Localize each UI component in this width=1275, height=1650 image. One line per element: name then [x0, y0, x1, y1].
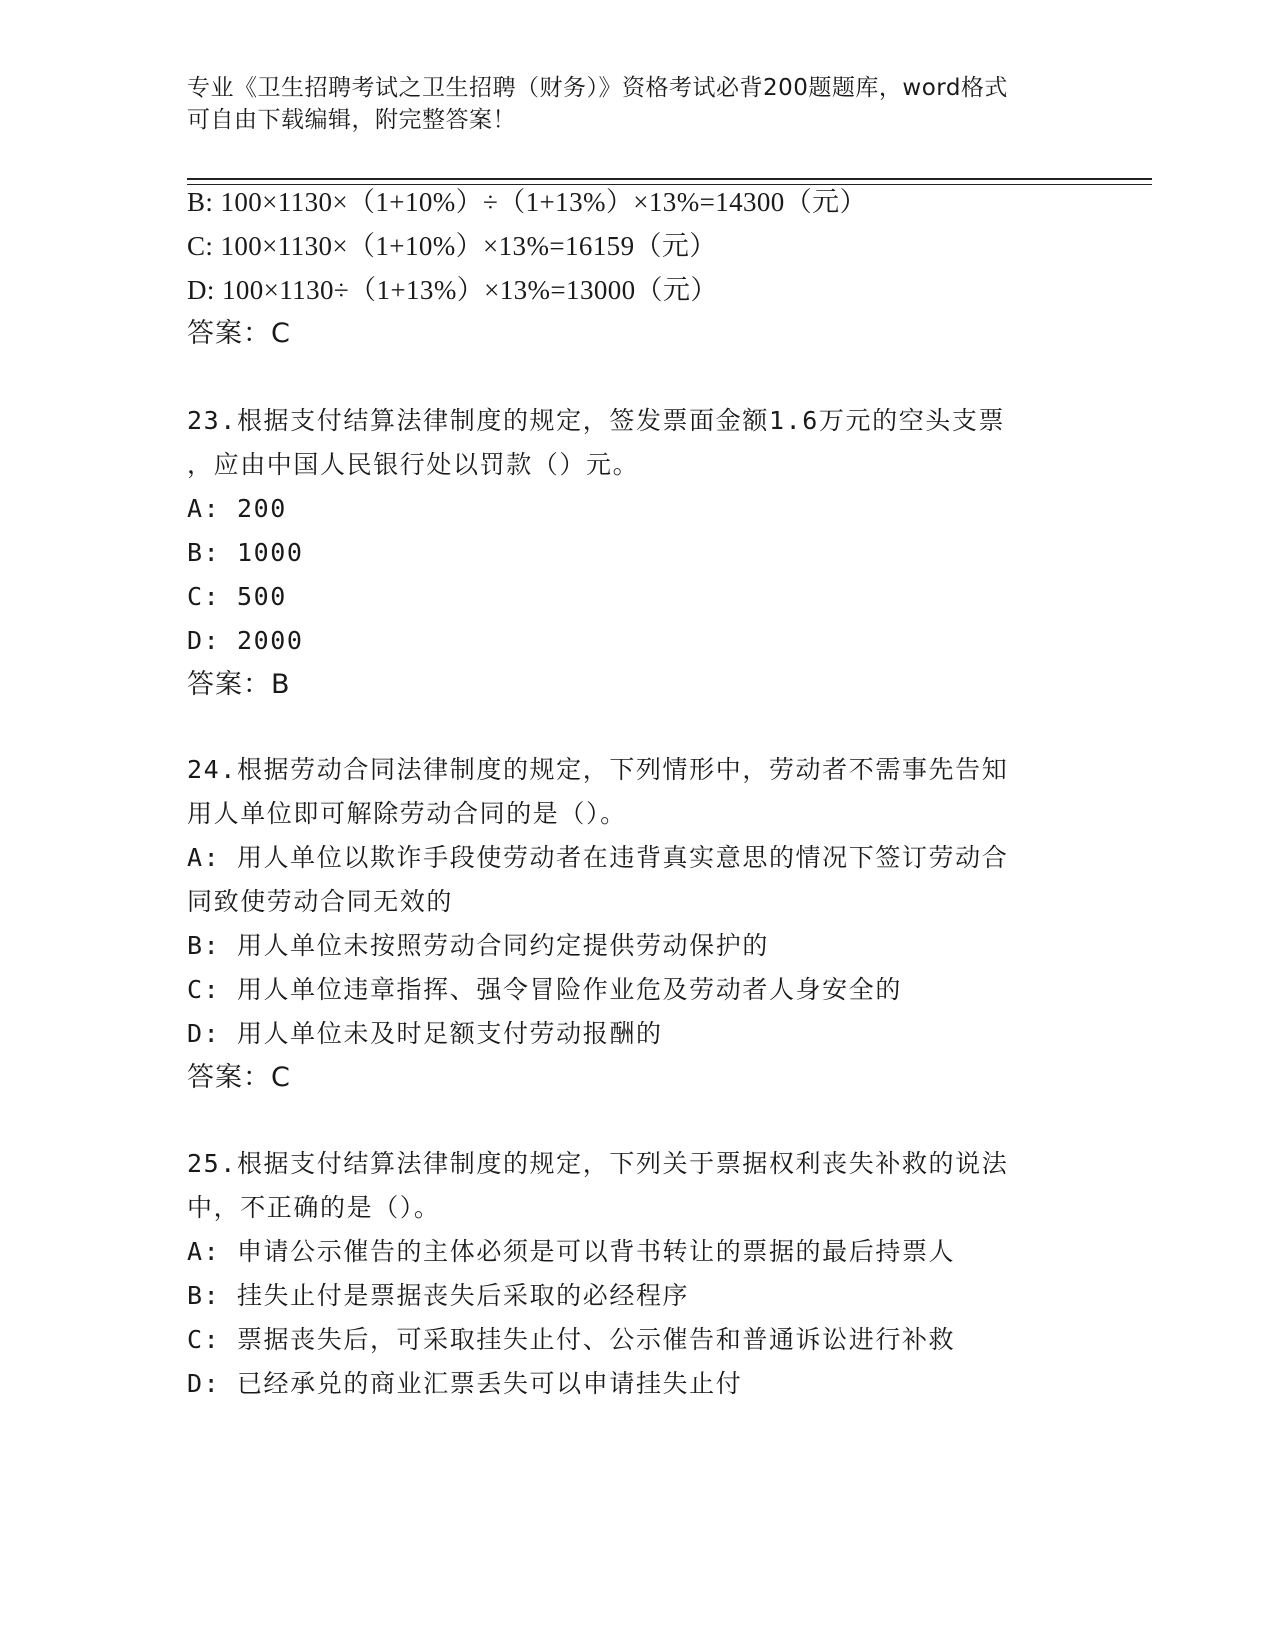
q24-stem-line-1: 24.根据劳动合同法律制度的规定，下列情形中，劳动者不需事先告知	[187, 755, 1009, 784]
q23-option-d: D: 2000	[187, 626, 304, 655]
q24-option-a-line-2: 同致使劳动合同无效的	[187, 887, 454, 916]
header-line-1: 专业《卫生招聘考试之卫生招聘（财务）》资格考试必背200题题库，word格式	[187, 75, 1008, 101]
q22-option-d: D: 100×1130÷（1+13%）×13%=13000（元）	[187, 275, 718, 305]
q25-option-c: C: 票据丧失后，可采取挂失止付、公示催告和普通诉讼进行补救	[187, 1325, 956, 1354]
q24-option-c: C: 用人单位违章指挥、强令冒险作业危及劳动者人身安全的	[187, 975, 902, 1004]
q22-answer: 答案：C	[187, 318, 291, 349]
document-header	[187, 72, 1067, 136]
q24-option-d: D: 用人单位未及时足额支付劳动报酬的	[187, 1019, 663, 1048]
q24-option-b: B: 用人单位未按照劳动合同约定提供劳动保护的	[187, 931, 769, 960]
q24-stem-line-2: 用人单位即可解除劳动合同的是（）。	[187, 799, 627, 828]
q22-option-b: B: 100×1130×（1+10%）÷（1+13%）×13%=14300（元）	[187, 187, 867, 217]
q23-option-c: C: 500	[187, 582, 287, 611]
header-line-2: 可自由下载编辑，附完整答案！	[187, 107, 516, 133]
q22-option-c: C: 100×1130×（1+10%）×13%=16159（元）	[187, 231, 717, 261]
q24-answer: 答案：C	[187, 1062, 291, 1093]
header-divider-thick	[187, 178, 1152, 180]
q25-option-b: B: 挂失止付是票据丧失后采取的必经程序	[187, 1281, 690, 1310]
q23-stem-line-1: 23.根据支付结算法律制度的规定，签发票面金额1.6万元的空头支票	[187, 406, 1006, 435]
q25-option-d: D: 已经承兑的商业汇票丢失可以申请挂失止付	[187, 1369, 743, 1398]
q23-answer: 答案：B	[187, 669, 291, 700]
q23-stem-line-2: ，应由中国人民银行处以罚款（）元。	[187, 450, 640, 479]
q25-stem-line-1: 25.根据支付结算法律制度的规定，下列关于票据权利丧失补救的说法	[187, 1149, 1009, 1178]
header-divider-thin	[187, 184, 1152, 185]
q23-option-b: B: 1000	[187, 538, 304, 567]
q25-stem-line-2: 中，不正确的是（）。	[187, 1193, 441, 1222]
q23-option-a: A: 200	[187, 494, 287, 523]
q25-option-a: A: 申请公示催告的主体必须是可以背书转让的票据的最后持票人	[187, 1237, 956, 1266]
q24-option-a-line-1: A: 用人单位以欺诈手段使劳动者在违背真实意思的情况下签订劳动合	[187, 843, 1009, 872]
